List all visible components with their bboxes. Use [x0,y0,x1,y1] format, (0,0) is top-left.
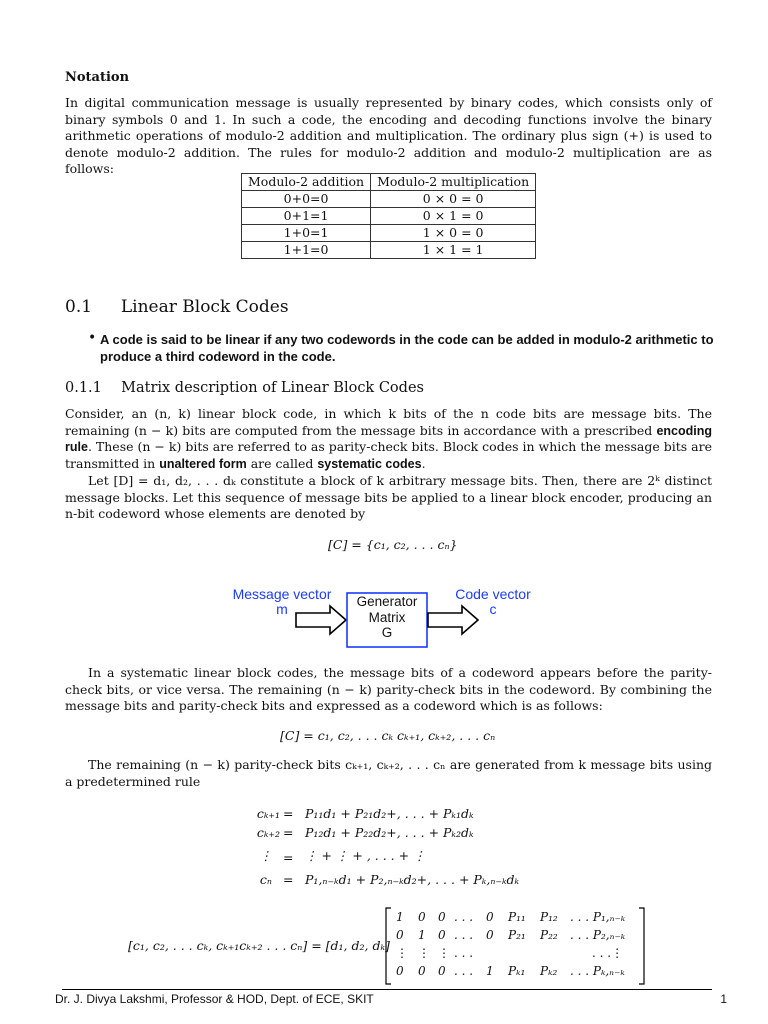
table-header: Modulo-2 multiplication [371,174,536,191]
footer-author: Dr. J. Divya Lakshmi, Professor & HOD, Dept. of ECE, SKIT [55,992,374,1006]
modulo2-table [241,173,536,259]
eq-equals: = [283,825,294,840]
eq-equals: = [283,806,294,821]
table-row [242,225,536,242]
matrix-eq-lhs: [c₁, c₂, . . . cₖ, cₖ₊₁cₖ₊₂ . . . cₙ] = [d₁, d₂, dₖ] [128,938,390,953]
table-row [242,208,536,225]
text-run: are called [246,455,318,471]
encoding-rule-term: encoding rule [65,423,712,455]
generator-matrix [396,910,641,982]
eq-equals: = [283,872,294,887]
matrix-row [396,946,641,964]
paragraph-parity-bits: The remaining (n − k) parity-check bits cₖ₊₁, cₖ₊₂, . . . cₙ are generated from k message bits using a predetermined rule [65,757,712,789]
subsection-number: 0.1.1 [65,380,102,396]
footer-rule [62,989,712,990]
eq-lhs: ⋮ [259,848,272,863]
matrix-cell: P₁₂ [540,910,558,924]
label-line: Message vector [232,586,332,602]
text-run: . [421,455,426,471]
matrix-cell: 1 [396,910,404,924]
paragraph-linear-code [65,406,712,472]
matrix-cell: . . . P₁,ₙ₋ₖ [570,910,626,924]
matrix-cell: 0 [418,910,426,924]
label-line: m [276,601,288,617]
matrix-cell: Pₖ₂ [540,964,558,978]
matrix-row [396,964,641,982]
box-line: Matrix [368,609,406,625]
text-run: Consider, an (n, k) linear block code, in which k bits of the n code bits are message bits. The remaining (n − k) bits are computed from the message bits in accordance with a prescribed [65,406,712,438]
subsection-heading [65,380,424,396]
label-line: Code vector [455,586,531,602]
matrix-cell: . . . [454,928,474,942]
table-header: Modulo-2 addition [242,174,371,191]
matrix-cell: P₁₁ [508,910,526,924]
eq-rhs: P₁₂d₁ + P₂₂d₂+, . . . + Pₖ₂dₖ [305,825,474,840]
matrix-cell: . . . [454,910,474,924]
matrix-cell: 0 [486,910,494,924]
generator-matrix-label [347,594,427,641]
table-cell: 1+0=1 [242,225,371,242]
table-cell: 1 × 1 = 1 [371,242,536,259]
table-row [242,242,536,259]
paragraph-systematic: In a systematic linear block codes, the message bits of a codeword appears before the parity-check bits, or vice versa. The remaining (n − k) parity-check bits in the codeword. By combining the message bits and parity-check bits and expressed as a codeword which is as follows: [65,665,712,714]
paragraph-message-bits: Let [D] = d₁, d₂, . . . dₖ constitute a block of k arbitrary message bits. Then, there are 2ᵏ distinct message blocks. Let this sequence of message bits be applied to a linear block encoder, producing an n-bit codeword whose elements are denoted by [65,473,712,522]
matrix-row [396,928,641,946]
systematic-codes-term: systematic codes [317,456,422,471]
linear-definition: A code is said to be linear if any two codewords in the code can be added in modulo-2 arithmetic to produce a third codeword in the code. [100,332,714,364]
matrix-cell: 0 [418,964,426,978]
matrix-cell: . . . Pₖ,ₙ₋ₖ [570,964,625,978]
matrix-cell: P₂₁ [508,928,526,942]
matrix-cell: . . . [454,946,474,960]
eq-rhs: P₁,ₙ₋ₖd₁ + P₂,ₙ₋ₖd₂+, . . . + Pₖ,ₙ₋ₖdₖ [305,872,520,887]
output-arrow-icon [428,606,478,634]
matrix-cell: 0 [486,928,494,942]
notation-paragraph: In digital communication message is usually represented by binary codes, which consists only of binary symbols 0 and 1. In such a code, the encoding and decoding functions involve the binary arithmetic operations of modulo-2 addition and multiplication. The ordinary plus sign (+) is used to denote modulo-2 addition. The rules for modulo-2 addition and modulo-2 multiplication are as follows: [65,95,712,177]
text-run: . These (n − k) bits are referred to as parity-check bits. Block codes in which the message bits are transmitted in [65,439,712,471]
box-line: G [381,625,393,640]
section-heading [65,297,289,317]
matrix-cell: 0 [396,964,404,978]
table-cell: 0+1=1 [242,208,371,225]
matrix-cell: 1 [418,928,426,942]
matrix-cell: ⋮ [418,946,430,960]
systematic-codeword-equation: [C] = c₁, c₂, . . . cₖ cₖ₊₁, cₖ₊₂, . . . cₙ [280,728,496,743]
matrix-cell: P₂₂ [540,928,558,942]
table-cell: 0 × 0 = 0 [371,191,536,208]
matrix-cell: ⋮ [438,946,450,960]
matrix-cell: 0 [396,928,404,942]
eq-lhs: cₖ₊₂ [256,825,280,840]
codeword-equation: [C] = {c₁, c₂, . . . cₙ} [328,537,458,552]
matrix-cell: Pₖ₁ [508,964,526,978]
matrix-cell: . . . P₂,ₙ₋ₖ [570,928,626,942]
section-number: 0.1 [65,297,93,317]
notation-heading: Notation [65,70,130,85]
table-cell: 1+1=0 [242,242,371,259]
bullet-icon: • [88,330,97,346]
eq-rhs: ⋮ + ⋮ + , . . . + ⋮ [305,848,426,863]
box-line: Generator [356,594,418,609]
matrix-cell: 0 [438,910,446,924]
unaltered-form-term: unaltered form [159,456,247,471]
table-cell: 1 × 0 = 0 [371,225,536,242]
matrix-cell: . . .⋮ [592,946,624,960]
label-line: c [489,601,497,617]
eq-lhs: cₖ₊₁ [256,806,280,821]
matrix-row [396,910,641,928]
section-title: Linear Block Codes [120,297,289,317]
page-number: 1 [720,992,727,1006]
matrix-cell: 1 [486,964,494,978]
matrix-cell: 0 [438,928,446,942]
table-cell: 0 × 1 = 0 [371,208,536,225]
eq-lhs: cₙ [259,872,272,887]
matrix-cell: 0 [438,964,446,978]
table-cell: 0+0=0 [242,191,371,208]
matrix-cell: ⋮ [396,946,408,960]
eq-rhs: P₁₁d₁ + P₂₁d₂+, . . . + Pₖ₁dₖ [305,806,474,821]
eq-equals: = [283,850,294,865]
table-row [242,191,536,208]
subsection-title: Matrix description of Linear Block Codes [121,380,424,396]
matrix-cell: . . . [454,964,474,978]
input-arrow-icon [296,606,346,634]
